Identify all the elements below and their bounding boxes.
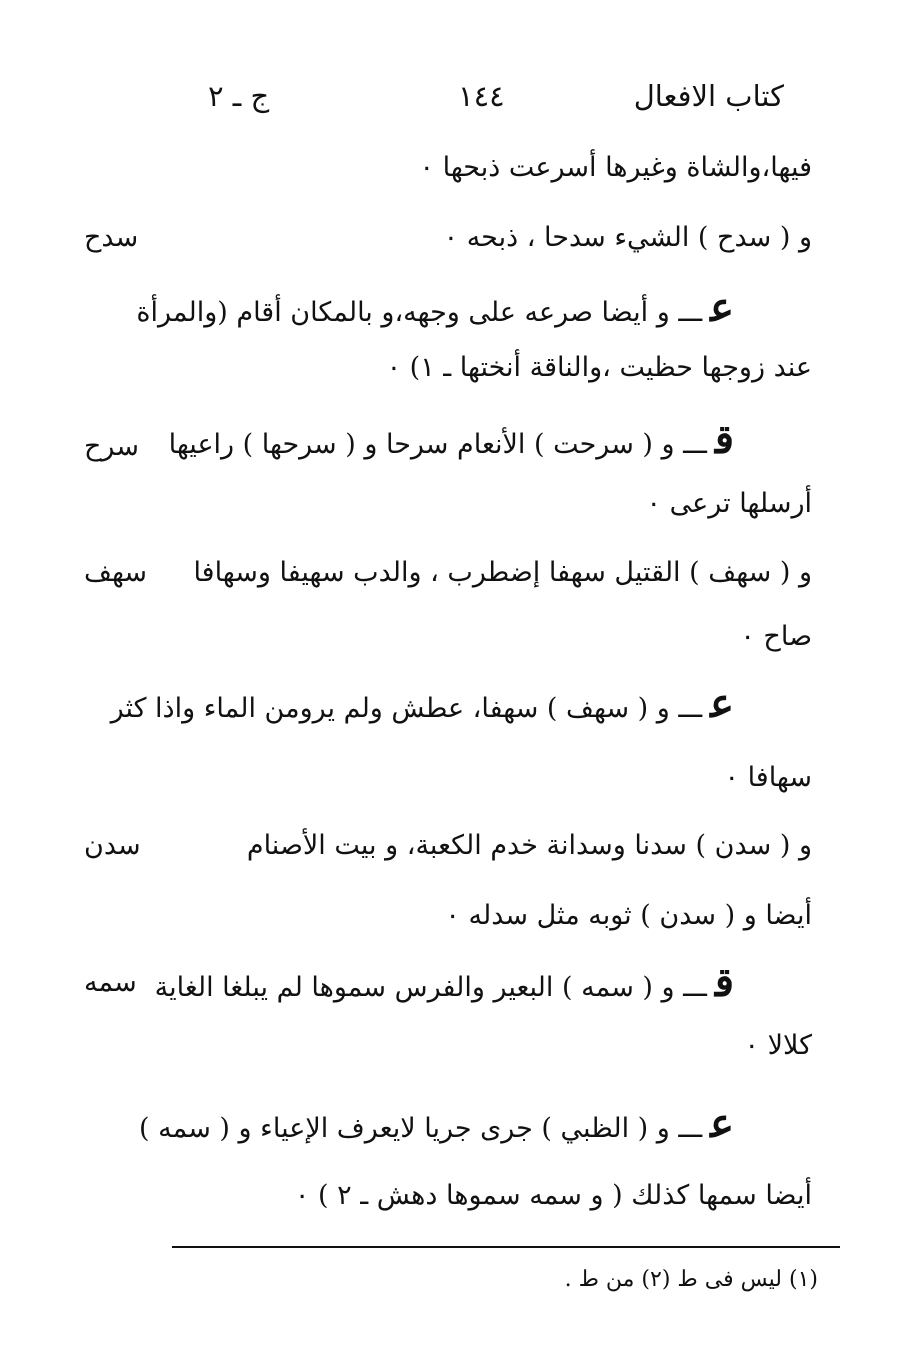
text-line: [168, 416, 734, 465]
footnote: (١) ليس فى ط (٢) من ط .: [564, 1267, 818, 1292]
text-line: [740, 617, 812, 657]
source-marker: ع: [710, 680, 734, 727]
line-text: ـــ و ( سمه ) البعير والفرس سموها لم يبلغا الغاية: [154, 972, 707, 1003]
text-line: [295, 1176, 812, 1216]
line-text: سهافا ٠: [724, 762, 812, 793]
source-marker: ق: [714, 416, 734, 463]
source-marker: ع: [710, 1100, 734, 1147]
line-text: ـــ و أيضا صرعه على وجهه،و بالمكان أقام (والمرأة: [136, 297, 703, 328]
page-number: ١٤٤: [458, 79, 505, 113]
text-line: [647, 484, 812, 524]
footnote-rule: [172, 1246, 840, 1248]
line-text: كلالا ٠: [744, 1030, 812, 1061]
margin-root-word: سدح: [84, 222, 139, 253]
text-line: [724, 758, 812, 798]
text-line: [139, 1100, 734, 1149]
text-line: [745, 1026, 812, 1066]
source-marker: ق: [714, 959, 734, 1006]
text-line: [136, 284, 734, 333]
running-title: كتاب الافعال: [633, 79, 784, 113]
line-text: و ( سدن ) سدنا وسدانة خدم الكعبة، و بيت الأصنام: [246, 830, 812, 861]
text-line: [247, 826, 812, 866]
line-text: و ( سهف ) القتيل سهفا إضطرب ، والدب سهيفا وسهافا: [193, 557, 812, 588]
margin-root-word: سهف: [84, 557, 148, 588]
line-text: فيها،والشاة وغيرها أسرعت ذبحها ٠: [419, 152, 812, 183]
text-line: [387, 348, 812, 388]
text-line: [110, 680, 734, 729]
line-text: صاح ٠: [740, 621, 812, 652]
line-text: عند زوجها حظيت ،والناقة أنختها ـ ١) ٠: [386, 352, 812, 383]
line-text: ـــ و ( سرحت ) الأنعام سرحا و ( سرحها ) راعيها: [168, 429, 707, 460]
line-text: أرسلها ترعى ٠: [646, 488, 812, 519]
text-line: [193, 553, 812, 593]
line-text: ـــ و ( سهف ) سهفا، عطش ولم يرومن الماء واذا كثر: [110, 693, 703, 724]
volume-label: ج ـ ٢: [208, 79, 270, 113]
line-text: و ( سدح ) الشيء سدحا ، ذبحه ٠: [443, 222, 812, 253]
source-marker: ع: [710, 284, 734, 331]
line-text: أيضا سمها كذلك ( و سمه سموها دهش ـ ٢ ) ٠: [294, 1180, 812, 1211]
text-line: [154, 959, 734, 1008]
text-line: [445, 896, 812, 936]
margin-root-word: سرح: [84, 431, 139, 462]
line-text: ـــ و ( الظبي ) جرى جريا لايعرف الإعياء و ( سمه ): [139, 1113, 703, 1144]
margin-root-word: سمه: [84, 967, 137, 998]
text-line: [444, 218, 812, 258]
text-line: [420, 148, 812, 188]
line-text: أيضا و ( سدن ) ثوبه مثل سدله ٠: [445, 900, 812, 931]
margin-root-word: سدن: [84, 830, 141, 861]
